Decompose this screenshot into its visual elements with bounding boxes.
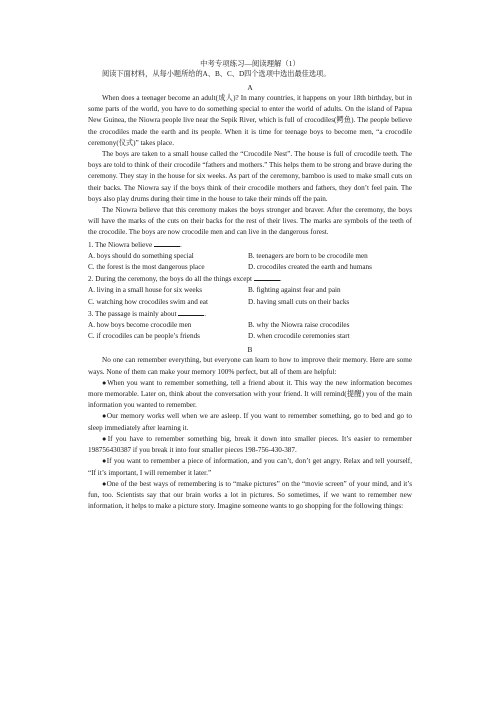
passage-b-label: B — [247, 345, 253, 355]
passage-a-paragraph: The Niowra believe that this ceremony makes the boys stronger and braver. After the ceremony, the boys will have the marks of the cuts on their backs for the rest of their lives. The marks are symbols of the teeth of the crocodile. The boys are now crocodile men and can live in the dangerous forest. — [88, 206, 412, 237]
option-c: C. the forest is the most dangerous place — [88, 263, 205, 272]
option-a: A. boys should do something special — [88, 251, 194, 260]
question-stem: 2. During the ceremony, the boys do all the things except — [88, 275, 253, 284]
passage-b-paragraph: No one can remember everything, but everyone can learn to how to improve their memory. Here are some ways. None of them can make your memory 100% perfect, but all of them are helpful: — [88, 356, 412, 376]
answer-blank — [154, 239, 180, 247]
question-stem-end: . — [279, 275, 282, 284]
passage-b-tip: ●If you want to remember a piece of information, and you can’t, don’t get angry. Relax and tell yourself, “If it’s important, I will remember it later.” — [88, 457, 412, 477]
option-c: C. watching how crocodiles swim and eat — [88, 297, 208, 306]
question-stem: 1. The Niowra believe — [88, 240, 153, 249]
passage-b-tip: ●One of the best ways of remembering is to “make pictures” on the “movie screen” of your mind, and it’s fun, too. Scientists say that our brain works a lot in pictures. So sometimes, if we want to remember new information, it helps to make a picture story. Imagine someone wants to go shopping for the following things: — [88, 479, 412, 511]
option-a: A. living in a small house for six weeks — [88, 286, 202, 295]
passage-a-paragraph: When does a teenager become an adult(成人)? In many countries, it happens on your 18th birthday, but in some parts of the world, you have to do something special to enter the world of adults. On the island of Papua New Guinea, the Niowra people live near the Sepik River, which is full of crocodiles(鳄鱼). The people believe the crocodiles made the earth and its people. When it is time for teenage boys to become men, “a crocodile ceremony(仪式)” takes place. — [88, 94, 412, 147]
question-2-options — [88, 285, 412, 307]
option-b: B. fighting against fear and pain — [248, 286, 341, 295]
question-stem-end: . — [204, 309, 207, 318]
answer-blank — [254, 273, 282, 284]
question-3 — [88, 308, 412, 320]
passage-a-paragraph: The boys are taken to a small house called the “Crocodile Nest”. The house is full of crocodile teeth. The boys are told to think of their crocodile “fathers and mothers.” This helps them to be strong and brave during the ceremony. They stay in the house for six weeks. As part of the ceremony, bamboo is used to make small cuts on their backs. The Niowra say if the boys think of their crocodile mothers and fathers, they don’t feel pain. The boys also play drums during their time in the house to take their minds off the pain. — [88, 150, 412, 203]
question-2 — [88, 273, 412, 285]
option-a: A. how boys become crocodile men — [88, 321, 192, 330]
page-title: 中考专项练习—阅读理解（1） — [200, 59, 300, 68]
question-stem-end: . — [179, 240, 182, 249]
instructions: 阅读下面材料，从每小题所给的A、B、C、D四个选项中选出最佳选项。 — [102, 70, 331, 78]
passage-b-tip: ●If you have to remember something big, break it down into smaller pieces. It’s easier to remember 198756430387 if you break it into four smaller pieces 198-756-430-387. — [88, 434, 412, 455]
question-stem: 3. The passage is mainly about — [88, 309, 177, 318]
question-1-options — [88, 251, 412, 273]
passage-b-tip: ●When you want to remember something, tell a friend about it. This way the new information becomes more memorable. Later on, think about the conversation with your friend. It will remind(提醒) you of the main information you wanted to remember. — [88, 378, 412, 410]
passage-a-label: A — [247, 83, 253, 92]
option-d: D. when crocodile ceremonies start — [248, 332, 350, 341]
option-b: B. why the Niowra raise crocodiles — [248, 321, 350, 330]
option-b: B. teenagers are born to be crocodile men — [248, 251, 368, 260]
option-d: D. crocodiles created the earth and humans — [248, 263, 372, 272]
passage-b-tip: ●Our memory works well when we are asleep. If you want to remember something, go to bed and go to sleep immediately after learning it. — [88, 412, 412, 432]
answer-blank — [178, 308, 207, 318]
question-3-options — [88, 320, 412, 342]
option-c: C. if crocodiles can be people’s friends — [88, 332, 200, 341]
document-content — [88, 58, 412, 512]
option-d: D. having small cuts on their backs — [248, 297, 350, 306]
question-1 — [88, 239, 412, 251]
